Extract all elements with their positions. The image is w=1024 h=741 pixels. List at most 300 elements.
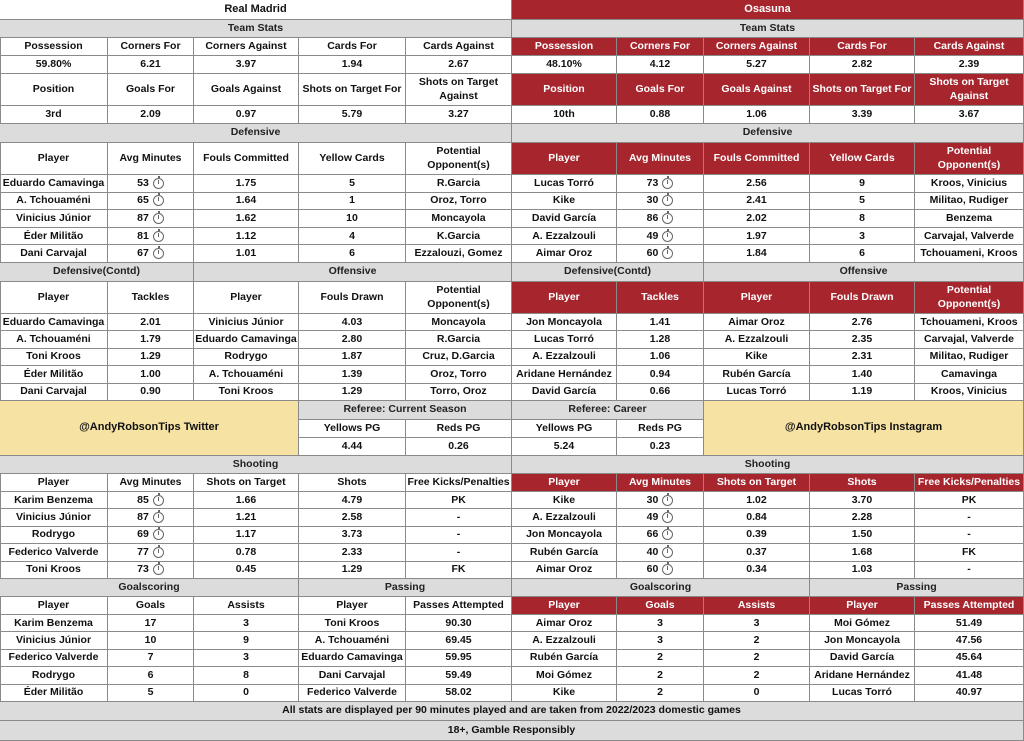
real-madrid-shooting-cell: - bbox=[406, 509, 512, 526]
osasuna-shooting-cell: PK bbox=[915, 492, 1024, 509]
stopwatch-icon bbox=[153, 248, 164, 259]
osasuna-offensive-cell: 2.76 bbox=[810, 314, 915, 331]
osasuna-stat-value: 4.12 bbox=[617, 56, 704, 74]
osasuna-defensive-cell: David García bbox=[512, 210, 617, 228]
real-madrid-defensive-cell: K.Garcia bbox=[406, 228, 512, 246]
real-madrid-defcontd-title: Defensive(Contd) bbox=[0, 263, 194, 282]
osasuna-offensive-cell: Aimar Oroz bbox=[704, 314, 810, 331]
osasuna-goalscoring-cell: 2 bbox=[704, 632, 810, 649]
real-madrid-defensive-cell: Oroz, Torro bbox=[406, 193, 512, 211]
osasuna-stat-value: 1.06 bbox=[704, 106, 810, 124]
osasuna-offensive-header: Player bbox=[704, 282, 810, 314]
osasuna-defcontd-cell: 1.41 bbox=[617, 314, 704, 331]
osasuna-shooting-cell bbox=[617, 492, 704, 509]
real-madrid-shooting-cell bbox=[108, 492, 194, 509]
real-madrid-defcontd-cell: Éder Militão bbox=[0, 366, 108, 383]
real-madrid-passing-cell: Eduardo Camavinga bbox=[299, 650, 406, 667]
osasuna-shooting-cell-value: 30 bbox=[646, 493, 659, 506]
real-madrid-defensive-cell bbox=[108, 175, 194, 193]
real-madrid-stat-header: Position bbox=[0, 74, 108, 106]
real-madrid-passing-cell: 59.95 bbox=[406, 650, 512, 667]
referee-career-value: 0.23 bbox=[617, 438, 704, 456]
real-madrid-defensive-header: Avg Minutes bbox=[108, 143, 194, 175]
real-madrid-passing-header: Player bbox=[299, 597, 406, 615]
real-madrid-shooting-cell-value: 77 bbox=[137, 545, 149, 558]
real-madrid-stat-value: 3.97 bbox=[194, 56, 299, 74]
osasuna-stat-value: 48.10% bbox=[512, 56, 617, 74]
osasuna-shooting-cell-value: 49 bbox=[646, 511, 659, 524]
osasuna-goalscoring-cell: 2 bbox=[617, 650, 704, 667]
real-madrid-goalscoring-cell: 17 bbox=[108, 615, 194, 632]
osasuna-goalscoring-cell: Moi Gómez bbox=[512, 667, 617, 684]
real-madrid-shooting-cell: - bbox=[406, 544, 512, 561]
real-madrid-shooting-cell-value: 87 bbox=[137, 511, 149, 524]
referee-career-header: Reds PG bbox=[617, 420, 704, 438]
real-madrid-stat-header: Corners Against bbox=[194, 38, 299, 56]
osasuna-defensive-cell: Militao, Rudiger bbox=[915, 193, 1024, 211]
real-madrid-offensive-cell: 4.03 bbox=[299, 314, 406, 331]
osasuna-goalscoring-cell: Aimar Oroz bbox=[512, 615, 617, 632]
referee-current-header: Yellows PG bbox=[299, 420, 406, 438]
real-madrid-goalscoring-cell: 3 bbox=[194, 615, 299, 632]
osasuna-defensive-cell bbox=[617, 245, 704, 263]
real-madrid-defcontd-cell: 1.00 bbox=[108, 366, 194, 383]
real-madrid-defcontd-cell: Toni Kroos bbox=[0, 349, 108, 366]
real-madrid-defensive-cell: Ezzalouzi, Gomez bbox=[406, 245, 512, 263]
stopwatch-icon bbox=[153, 213, 164, 224]
osasuna-shooting-cell: 0.34 bbox=[704, 562, 810, 579]
osasuna-defcontd-cell: Lucas Torró bbox=[512, 331, 617, 348]
real-madrid-offensive-header: Potential Opponent(s) bbox=[406, 282, 512, 314]
osasuna-defensive-cell: Tchouameni, Kroos bbox=[915, 245, 1024, 263]
real-madrid-defensive-header: Potential Opponent(s) bbox=[406, 143, 512, 175]
osasuna-passing-cell: 45.64 bbox=[915, 650, 1024, 667]
stopwatch-icon bbox=[662, 195, 673, 206]
osasuna-offensive-cell: Kike bbox=[704, 349, 810, 366]
osasuna-shooting-header: Avg Minutes bbox=[617, 474, 704, 492]
real-madrid-team-stats-title: Team Stats bbox=[0, 20, 512, 38]
real-madrid-goalscoring-cell: Rodrygo bbox=[0, 667, 108, 684]
osasuna-goalscoring-cell: 2 bbox=[617, 685, 704, 702]
osasuna-defcontd-cell: 1.06 bbox=[617, 349, 704, 366]
osasuna-shooting-cell: Aimar Oroz bbox=[512, 562, 617, 579]
osasuna-goalscoring-cell: 0 bbox=[704, 685, 810, 702]
osasuna-offensive-cell: Tchouameni, Kroos bbox=[915, 314, 1024, 331]
real-madrid-offensive-cell: A. Tchouaméni bbox=[194, 366, 299, 383]
real-madrid-defensive-cell: 1.64 bbox=[194, 193, 299, 211]
osasuna-passing-cell: 51.49 bbox=[915, 615, 1024, 632]
real-madrid-defensive-header: Player bbox=[0, 143, 108, 175]
real-madrid-offensive-cell: Vinicius Júnior bbox=[194, 314, 299, 331]
osasuna-title: Osasuna bbox=[512, 0, 1024, 20]
real-madrid-stat-value: 3.27 bbox=[406, 106, 512, 124]
osasuna-shooting-cell: - bbox=[915, 527, 1024, 544]
osasuna-defensive-header: Player bbox=[512, 143, 617, 175]
osasuna-defensive-header: Potential Opponent(s) bbox=[915, 143, 1024, 175]
osasuna-defcontd-header: Tackles bbox=[617, 282, 704, 314]
osasuna-stat-value: 3.67 bbox=[915, 106, 1024, 124]
real-madrid-stat-header: Shots on Target For bbox=[299, 74, 406, 106]
real-madrid-shooting-header: Free Kicks/Penalties bbox=[406, 474, 512, 492]
osasuna-shooting-header: Player bbox=[512, 474, 617, 492]
osasuna-passing-cell: 40.97 bbox=[915, 685, 1024, 702]
osasuna-shooting-header: Free Kicks/Penalties bbox=[915, 474, 1024, 492]
real-madrid-shooting-cell-value: 69 bbox=[137, 528, 149, 541]
osasuna-defcontd-cell: David García bbox=[512, 384, 617, 401]
real-madrid-passing-cell: Dani Carvajal bbox=[299, 667, 406, 684]
osasuna-stat-value: 5.27 bbox=[704, 56, 810, 74]
real-madrid-shooting-cell: 0.78 bbox=[194, 544, 299, 561]
osasuna-defensive-cell-value: 30 bbox=[646, 194, 659, 207]
stopwatch-icon bbox=[153, 512, 164, 523]
real-madrid-stat-header: Cards For bbox=[299, 38, 406, 56]
real-madrid-shooting-header: Avg Minutes bbox=[108, 474, 194, 492]
osasuna-goalscoring-cell: Rubén García bbox=[512, 650, 617, 667]
osasuna-defensive-cell-value: 73 bbox=[646, 176, 659, 189]
real-madrid-defensive-cell: 10 bbox=[299, 210, 406, 228]
real-madrid-passing-cell: Toni Kroos bbox=[299, 615, 406, 632]
osasuna-passing-cell: Lucas Torró bbox=[810, 685, 915, 702]
real-madrid-defensive-cell bbox=[108, 228, 194, 246]
osasuna-defensive-cell: 1.84 bbox=[704, 245, 810, 263]
real-madrid-defensive-cell-value: 67 bbox=[137, 247, 149, 260]
real-madrid-stat-header: Corners For bbox=[108, 38, 194, 56]
real-madrid-shooting-cell: 1.21 bbox=[194, 509, 299, 526]
real-madrid-offensive-cell: 2.80 bbox=[299, 331, 406, 348]
osasuna-defensive-cell-value: 49 bbox=[646, 229, 659, 242]
real-madrid-shooting-cell: Toni Kroos bbox=[0, 562, 108, 579]
real-madrid-goalscoring-title: Goalscoring bbox=[0, 579, 299, 597]
real-madrid-shooting-cell: Federico Valverde bbox=[0, 544, 108, 561]
real-madrid-shooting-cell: Vinicius Júnior bbox=[0, 509, 108, 526]
real-madrid-passing-cell: 69.45 bbox=[406, 632, 512, 649]
real-madrid-stat-header: Shots on Target Against bbox=[406, 74, 512, 106]
referee-current-value: 4.44 bbox=[299, 438, 406, 456]
real-madrid-defcontd-cell: 0.90 bbox=[108, 384, 194, 401]
osasuna-stat-header: Goals Against bbox=[704, 74, 810, 106]
real-madrid-shooting-cell: 2.33 bbox=[299, 544, 406, 561]
real-madrid-offensive-header: Fouls Drawn bbox=[299, 282, 406, 314]
real-madrid-defcontd-cell: 1.79 bbox=[108, 331, 194, 348]
footer-note: All stats are displayed per 90 minutes played and are taken from 2022/2023 domestic games bbox=[0, 702, 1024, 721]
osasuna-goalscoring-cell: 3 bbox=[704, 615, 810, 632]
osasuna-defensive-cell bbox=[617, 175, 704, 193]
stopwatch-icon bbox=[662, 529, 673, 540]
real-madrid-offensive-header: Player bbox=[194, 282, 299, 314]
osasuna-offensive-cell: 1.40 bbox=[810, 366, 915, 383]
real-madrid-goalscoring-cell: Vinicius Júnior bbox=[0, 632, 108, 649]
real-madrid-stat-header: Goals Against bbox=[194, 74, 299, 106]
osasuna-stat-header: Corners For bbox=[617, 38, 704, 56]
real-madrid-goalscoring-cell: Éder Militão bbox=[0, 685, 108, 702]
real-madrid-offensive-cell: Oroz, Torro bbox=[406, 366, 512, 383]
real-madrid-shooting-cell-value: 73 bbox=[137, 563, 149, 576]
real-madrid-goalscoring-cell: 0 bbox=[194, 685, 299, 702]
osasuna-goalscoring-cell: 3 bbox=[617, 615, 704, 632]
real-madrid-offensive-cell: Eduardo Camavinga bbox=[194, 331, 299, 348]
stopwatch-icon bbox=[153, 564, 164, 575]
osasuna-defcontd-title: Defensive(Contd) bbox=[512, 263, 704, 282]
real-madrid-shooting-cell: 1.17 bbox=[194, 527, 299, 544]
osasuna-shooting-header: Shots on Target bbox=[704, 474, 810, 492]
real-madrid-passing-cell: 58.02 bbox=[406, 685, 512, 702]
real-madrid-shooting-header: Player bbox=[0, 474, 108, 492]
stopwatch-icon bbox=[153, 495, 164, 506]
real-madrid-stat-value: 1.94 bbox=[299, 56, 406, 74]
osasuna-defensive-cell: Benzema bbox=[915, 210, 1024, 228]
osasuna-goalscoring-cell: 2 bbox=[617, 667, 704, 684]
real-madrid-passing-cell: Federico Valverde bbox=[299, 685, 406, 702]
stopwatch-icon bbox=[153, 231, 164, 242]
referee-current-value: 0.26 bbox=[406, 438, 512, 456]
osasuna-defensive-cell bbox=[617, 193, 704, 211]
osasuna-goalscoring-header: Assists bbox=[704, 597, 810, 615]
osasuna-goalscoring-header: Player bbox=[512, 597, 617, 615]
osasuna-defensive-cell: Kroos, Vinicius bbox=[915, 175, 1024, 193]
osasuna-offensive-cell: 2.31 bbox=[810, 349, 915, 366]
real-madrid-goalscoring-cell: Karim Benzema bbox=[0, 615, 108, 632]
osasuna-passing-title: Passing bbox=[810, 579, 1024, 597]
osasuna-defcontd-cell: 1.28 bbox=[617, 331, 704, 348]
osasuna-passing-cell: David García bbox=[810, 650, 915, 667]
osasuna-defensive-cell-value: 60 bbox=[646, 247, 659, 260]
real-madrid-defensive-cell: A. Tchouaméni bbox=[0, 193, 108, 211]
osasuna-goalscoring-cell: A. Ezzalzouli bbox=[512, 632, 617, 649]
real-madrid-shooting-cell: 2.58 bbox=[299, 509, 406, 526]
osasuna-offensive-header: Fouls Drawn bbox=[810, 282, 915, 314]
stopwatch-icon bbox=[662, 547, 673, 558]
osasuna-defensive-cell: 2.56 bbox=[704, 175, 810, 193]
osasuna-defcontd-cell: Aridane Hernández bbox=[512, 366, 617, 383]
osasuna-defensive-header: Avg Minutes bbox=[617, 143, 704, 175]
osasuna-offensive-cell: Militao, Rudiger bbox=[915, 349, 1024, 366]
osasuna-passing-header: Player bbox=[810, 597, 915, 615]
real-madrid-goalscoring-cell: 8 bbox=[194, 667, 299, 684]
real-madrid-shooting-cell: FK bbox=[406, 562, 512, 579]
osasuna-offensive-cell: Rubén García bbox=[704, 366, 810, 383]
instagram-banner: @AndyRobsonTips Instagram bbox=[704, 401, 1024, 456]
real-madrid-stat-value: 0.97 bbox=[194, 106, 299, 124]
real-madrid-goalscoring-cell: Federico Valverde bbox=[0, 650, 108, 667]
real-madrid-defensive-cell: 5 bbox=[299, 175, 406, 193]
real-madrid-shooting-header: Shots on Target bbox=[194, 474, 299, 492]
osasuna-shooting-cell: 0.84 bbox=[704, 509, 810, 526]
real-madrid-shooting-cell: 3.73 bbox=[299, 527, 406, 544]
osasuna-defcontd-header: Player bbox=[512, 282, 617, 314]
real-madrid-defensive-cell-value: 65 bbox=[137, 194, 149, 207]
real-madrid-defensive-title: Defensive bbox=[0, 124, 512, 143]
real-madrid-defcontd-cell: 2.01 bbox=[108, 314, 194, 331]
real-madrid-defensive-cell: Dani Carvajal bbox=[0, 245, 108, 263]
real-madrid-defcontd-cell: 1.29 bbox=[108, 349, 194, 366]
real-madrid-passing-title: Passing bbox=[299, 579, 512, 597]
real-madrid-shooting-cell: - bbox=[406, 527, 512, 544]
real-madrid-passing-cell: A. Tchouaméni bbox=[299, 632, 406, 649]
referee-career-header: Yellows PG bbox=[512, 420, 617, 438]
osasuna-stat-header: Cards For bbox=[810, 38, 915, 56]
osasuna-goalscoring-cell: Kike bbox=[512, 685, 617, 702]
stopwatch-icon bbox=[662, 564, 673, 575]
osasuna-offensive-cell: 2.35 bbox=[810, 331, 915, 348]
osasuna-shooting-cell: 1.50 bbox=[810, 527, 915, 544]
osasuna-offensive-title: Offensive bbox=[704, 263, 1024, 282]
real-madrid-shooting-cell: Rodrygo bbox=[0, 527, 108, 544]
real-madrid-defensive-cell: 1.01 bbox=[194, 245, 299, 263]
real-madrid-defensive-cell: Eduardo Camavinga bbox=[0, 175, 108, 193]
stopwatch-icon bbox=[153, 529, 164, 540]
real-madrid-stat-value: 3rd bbox=[0, 106, 108, 124]
stopwatch-icon bbox=[153, 178, 164, 189]
real-madrid-defensive-cell: 6 bbox=[299, 245, 406, 263]
osasuna-shooting-cell: 3.70 bbox=[810, 492, 915, 509]
real-madrid-goalscoring-cell: 3 bbox=[194, 650, 299, 667]
osasuna-defensive-header: Fouls Committed bbox=[704, 143, 810, 175]
osasuna-offensive-cell: 1.19 bbox=[810, 384, 915, 401]
stopwatch-icon bbox=[662, 178, 673, 189]
real-madrid-defcontd-header: Player bbox=[0, 282, 108, 314]
real-madrid-shooting-cell bbox=[108, 562, 194, 579]
stopwatch-icon bbox=[662, 248, 673, 259]
real-madrid-stat-value: 2.67 bbox=[406, 56, 512, 74]
referee-current-header: Reds PG bbox=[406, 420, 512, 438]
real-madrid-defensive-cell: R.Garcia bbox=[406, 175, 512, 193]
real-madrid-defensive-cell bbox=[108, 245, 194, 263]
osasuna-shooting-cell: FK bbox=[915, 544, 1024, 561]
real-madrid-defensive-header: Fouls Committed bbox=[194, 143, 299, 175]
real-madrid-goalscoring-cell: 9 bbox=[194, 632, 299, 649]
real-madrid-defensive-cell: Vinicius Júnior bbox=[0, 210, 108, 228]
osasuna-shooting-cell: Rubén García bbox=[512, 544, 617, 561]
osasuna-goalscoring-title: Goalscoring bbox=[512, 579, 810, 597]
real-madrid-stat-value: 5.79 bbox=[299, 106, 406, 124]
osasuna-defensive-cell-value: 86 bbox=[646, 211, 659, 224]
osasuna-defcontd-cell: Jon Moncayola bbox=[512, 314, 617, 331]
real-madrid-offensive-cell: Rodrygo bbox=[194, 349, 299, 366]
osasuna-stat-value: 2.39 bbox=[915, 56, 1024, 74]
real-madrid-stat-header: Goals For bbox=[108, 74, 194, 106]
osasuna-stat-value: 10th bbox=[512, 106, 617, 124]
osasuna-defensive-cell: 2.02 bbox=[704, 210, 810, 228]
real-madrid-defensive-cell-value: 53 bbox=[137, 176, 149, 189]
osasuna-passing-cell: 47.56 bbox=[915, 632, 1024, 649]
real-madrid-shooting-cell-value: 85 bbox=[137, 493, 149, 506]
osasuna-defensive-cell: Kike bbox=[512, 193, 617, 211]
osasuna-shooting-cell: Jon Moncayola bbox=[512, 527, 617, 544]
osasuna-shooting-cell: A. Ezzalzouli bbox=[512, 509, 617, 526]
real-madrid-defcontd-cell: Dani Carvajal bbox=[0, 384, 108, 401]
real-madrid-shooting-cell bbox=[108, 544, 194, 561]
referee-career-title: Referee: Career bbox=[512, 401, 704, 420]
osasuna-team-stats-title: Team Stats bbox=[512, 20, 1024, 38]
osasuna-defensive-cell: 6 bbox=[810, 245, 915, 263]
real-madrid-offensive-cell: 1.29 bbox=[299, 384, 406, 401]
real-madrid-goalscoring-cell: 5 bbox=[108, 685, 194, 702]
osasuna-defensive-header: Yellow Cards bbox=[810, 143, 915, 175]
osasuna-defensive-title: Defensive bbox=[512, 124, 1024, 143]
real-madrid-defensive-cell-value: 87 bbox=[137, 211, 149, 224]
real-madrid-defcontd-header: Tackles bbox=[108, 282, 194, 314]
osasuna-stat-value: 3.39 bbox=[810, 106, 915, 124]
real-madrid-goalscoring-cell: 6 bbox=[108, 667, 194, 684]
osasuna-shooting-cell: 2.28 bbox=[810, 509, 915, 526]
stopwatch-icon bbox=[153, 547, 164, 558]
osasuna-defensive-cell: 8 bbox=[810, 210, 915, 228]
real-madrid-defensive-cell: 1.12 bbox=[194, 228, 299, 246]
osasuna-stat-header: Goals For bbox=[617, 74, 704, 106]
real-madrid-stat-value: 59.80% bbox=[0, 56, 108, 74]
osasuna-shooting-cell bbox=[617, 509, 704, 526]
real-madrid-offensive-title: Offensive bbox=[194, 263, 512, 282]
real-madrid-goalscoring-cell: 7 bbox=[108, 650, 194, 667]
osasuna-shooting-cell bbox=[617, 527, 704, 544]
real-madrid-defensive-cell bbox=[108, 193, 194, 211]
stopwatch-icon bbox=[153, 195, 164, 206]
real-madrid-offensive-cell: 1.39 bbox=[299, 366, 406, 383]
real-madrid-defensive-cell bbox=[108, 210, 194, 228]
osasuna-defensive-cell bbox=[617, 210, 704, 228]
gamble-note: 18+, Gamble Responsibly bbox=[0, 721, 1024, 741]
real-madrid-shooting-cell: 1.66 bbox=[194, 492, 299, 509]
real-madrid-offensive-cell: Cruz, D.Garcia bbox=[406, 349, 512, 366]
osasuna-defcontd-cell: A. Ezzalzouli bbox=[512, 349, 617, 366]
real-madrid-offensive-cell: Moncayola bbox=[406, 314, 512, 331]
real-madrid-shooting-header: Shots bbox=[299, 474, 406, 492]
twitter-banner: @AndyRobsonTips Twitter bbox=[0, 401, 299, 456]
real-madrid-stat-value: 2.09 bbox=[108, 106, 194, 124]
osasuna-passing-cell: Jon Moncayola bbox=[810, 632, 915, 649]
osasuna-stat-header: Cards Against bbox=[915, 38, 1024, 56]
osasuna-stat-value: 0.88 bbox=[617, 106, 704, 124]
osasuna-stat-header: Shots on Target Against bbox=[915, 74, 1024, 106]
real-madrid-goalscoring-header: Goals bbox=[108, 597, 194, 615]
osasuna-offensive-cell: A. Ezzalzouli bbox=[704, 331, 810, 348]
osasuna-defensive-cell: 5 bbox=[810, 193, 915, 211]
real-madrid-defensive-cell: 1 bbox=[299, 193, 406, 211]
real-madrid-shooting-cell bbox=[108, 527, 194, 544]
osasuna-shooting-title: Shooting bbox=[512, 456, 1024, 474]
osasuna-stat-value: 2.82 bbox=[810, 56, 915, 74]
osasuna-offensive-cell: Camavinga bbox=[915, 366, 1024, 383]
osasuna-defensive-cell: A. Ezzalzouli bbox=[512, 228, 617, 246]
osasuna-shooting-cell bbox=[617, 544, 704, 561]
osasuna-passing-cell: 41.48 bbox=[915, 667, 1024, 684]
osasuna-shooting-cell: - bbox=[915, 562, 1024, 579]
real-madrid-shooting-cell: 4.79 bbox=[299, 492, 406, 509]
real-madrid-defensive-header: Yellow Cards bbox=[299, 143, 406, 175]
osasuna-defensive-cell: Lucas Torró bbox=[512, 175, 617, 193]
real-madrid-shooting-title: Shooting bbox=[0, 456, 512, 474]
osasuna-shooting-cell: 1.03 bbox=[810, 562, 915, 579]
osasuna-shooting-cell: 1.02 bbox=[704, 492, 810, 509]
osasuna-defensive-cell bbox=[617, 228, 704, 246]
osasuna-shooting-cell bbox=[617, 562, 704, 579]
osasuna-passing-cell: Aridane Hernández bbox=[810, 667, 915, 684]
real-madrid-defensive-cell: 1.75 bbox=[194, 175, 299, 193]
real-madrid-defcontd-cell: Eduardo Camavinga bbox=[0, 314, 108, 331]
osasuna-offensive-cell: Kroos, Vinicius bbox=[915, 384, 1024, 401]
referee-career-value: 5.24 bbox=[512, 438, 617, 456]
real-madrid-stat-header: Possession bbox=[0, 38, 108, 56]
real-madrid-offensive-cell: Torro, Oroz bbox=[406, 384, 512, 401]
osasuna-defensive-cell: 9 bbox=[810, 175, 915, 193]
real-madrid-title: Real Madrid bbox=[0, 0, 512, 20]
real-madrid-defcontd-cell: A. Tchouaméni bbox=[0, 331, 108, 348]
osasuna-defensive-cell: 1.97 bbox=[704, 228, 810, 246]
osasuna-defcontd-cell: 0.66 bbox=[617, 384, 704, 401]
osasuna-defcontd-cell: 0.94 bbox=[617, 366, 704, 383]
real-madrid-offensive-cell: R.Garcia bbox=[406, 331, 512, 348]
osasuna-defensive-cell: Aimar Oroz bbox=[512, 245, 617, 263]
